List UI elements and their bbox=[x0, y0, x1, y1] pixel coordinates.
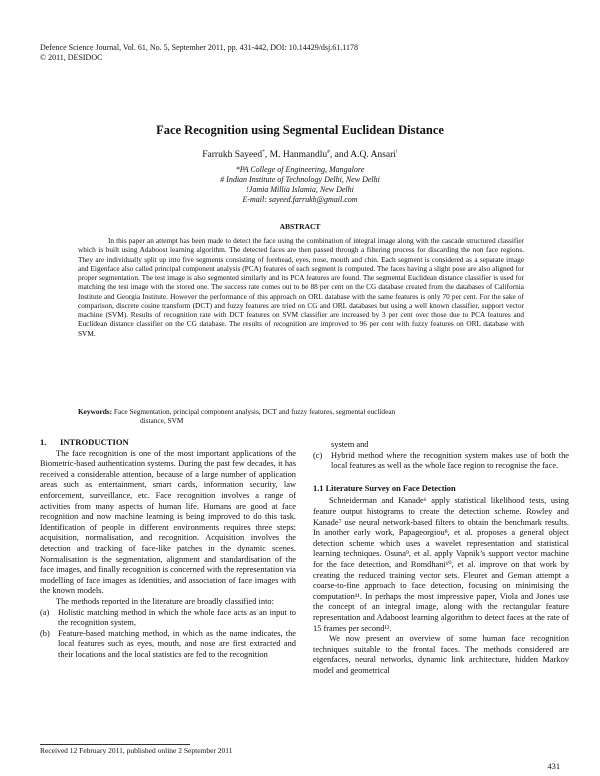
list-item-text: Hybrid method where the recognition system makes use of both the local features as well as the whole face region to recognise the face. bbox=[331, 450, 569, 471]
copyright-line: © 2011, DESIDOC bbox=[40, 53, 103, 62]
list-item-label: (a) bbox=[40, 607, 50, 617]
left-column bbox=[40, 437, 296, 660]
author-2-mark: # bbox=[327, 149, 330, 155]
intro-paragraph-2: The methods reported in the literature are broadly classified into: bbox=[56, 596, 274, 606]
journal-citation: Defence Science Journal, Vol. 61, No. 5, September 2011, pp. 431-442, DOI: 10.14429/dsj.61.1178 bbox=[40, 43, 358, 52]
page-number: 431 bbox=[547, 762, 560, 771]
affiliation-2: # Indian Institute of Technology Delhi, New Delhi bbox=[220, 175, 380, 184]
list-item-label: (b) bbox=[40, 628, 50, 638]
survey-paragraph-1: Schneiderman and Kanade⁶ apply statistical likelihood tests, using feature output histograms to create the detection scheme. Rowley and Kanade⁷ use neural network-based filters to obtain the benchmark results. In another early work, Papageorgiou⁸, et al. proposes a general object detection scheme which uses a wavelet representation and statistical learning techniques. Osuna⁹, et al. apply Vapnik’s support vector machine for the face detection, and Romdhani¹⁰, et al. improve on that work by creating the reduced training vector sets. Fleuret and Geman attempt a coarse-to-fine approach to face detection, focusing on minimising the computation¹¹. In perhaps the most impressive paper, Viola and Jones use the concept of an integral image, along with the rectangular feature representation and Adaboost learning algorithm to detect faces at the rate of 15 frames per second¹². bbox=[313, 496, 569, 633]
list-item bbox=[40, 608, 296, 629]
author-list bbox=[0, 149, 600, 160]
list-item-continuation: system and bbox=[331, 440, 369, 449]
section-number: 1. bbox=[40, 437, 47, 447]
subsection-heading: 1.1 Literature Survey on Face Detection bbox=[313, 483, 456, 493]
journal-header bbox=[40, 43, 358, 63]
keywords bbox=[78, 407, 524, 426]
abstract-text: In this paper an attempt has been made to detect the face using the combination of integral image along with the cascade structured classifier which is built using Adaboost learning algorithm. The detected faces are then passed through a filtering process for discarding the non face regions. They are individually split up into five segments consisting of forehead, eyes, nose, mouth and chin. Each segment is considered as a separate image and Eigenface also called principal component analysis (PCA) features of each segment is computed. The faces having a slight pose are also aligned for proper segmentation. The test image is also segmented similarly and its PCA features are found. The segmental Euclidean distance classifier is used for matching the test image with the stored one. The success rate comes out to be 88 per cent on the CG database created from the databases of California Institute and Georgia Institute. However the performance of this approach on ORL database with the same features is only 70 per cent. For the sake of comparison, discrete cosine transform (DCT) and fuzzy features are tried on CG and ORL databases but using a well known classifier, support vector machine (SVM). Results of recognition rate with DCT features on SVM classifier are increased by 3 per cent over those due to PCA features and Euclidean distance classifier on the CG database. The results of recognition are improved to 96 per cent with fuzzy features on ORL database with SVM. bbox=[78, 236, 524, 338]
author-and: , and bbox=[329, 150, 351, 161]
footer-divider bbox=[40, 744, 190, 745]
list-item-label: (c) bbox=[313, 450, 323, 460]
author-3-mark: ! bbox=[395, 149, 398, 155]
abstract-heading: ABSTRACT bbox=[279, 222, 321, 231]
paper-title: Face Recognition using Segmental Euclidean Distance bbox=[156, 123, 444, 137]
author-separator: , bbox=[264, 150, 270, 161]
author-1: Farrukh Sayeed bbox=[202, 150, 263, 161]
author-2: M. Hanmandlu bbox=[269, 150, 328, 161]
keywords-line-1: Face Segmentation, principal component analysis, DCT and fuzzy features, segmental euclidean bbox=[113, 407, 396, 416]
list-item-text: Feature-based matching method, in which as the name indicates, the local features such as eyes, mouth, and nose are first extracted and their locations and the local statistics are fed to the recognition bbox=[58, 628, 296, 659]
list-item bbox=[313, 451, 569, 472]
received-date: Received 12 February 2011, published online 2 September 2011 bbox=[40, 746, 233, 755]
keywords-line-2: distance, SVM bbox=[140, 416, 184, 426]
affiliation-3: !Jamia Millia Islamia, New Delhi bbox=[246, 185, 354, 194]
keywords-label: Keywords: bbox=[78, 407, 113, 416]
author-1-mark: * bbox=[262, 149, 265, 155]
right-column bbox=[313, 440, 569, 676]
affiliation-1: *PA College of Engineering, Mangalore bbox=[235, 165, 365, 174]
author-3: A.Q. Ansari bbox=[350, 150, 396, 161]
survey-paragraph-2: We now present an overview of some human face recognition techniques suitable to the frontal faces. The methods considered are eigenfaces, neural networks, dynamic link architecture, hidden Markov model and geometrical bbox=[313, 634, 569, 675]
list-item bbox=[40, 629, 296, 661]
contact-email: E-mail: sayeed.farrukh@gmail.com bbox=[242, 195, 358, 204]
intro-paragraph-1: The face recognition is one of the most important applications of the Biometric-based authentication systems. During the past few decades, it has received a considerable attention, because of a large number of application areas such as entertainment, smart cards, information security, law enforcement, surveillance, etc. Face recognition involves a range of activities from many aspects of human life. Humans are good at face recognition and now machine learning is being improved to do this task. Identification of people in different environments requires three steps: acquisition, normalisation, and recognition. Acquisition involves the detection and tracking of face-like patches in the dynamic scenes. Normalisation is the segmentation, alignment and standardisation of the face images, and finally recognition is concerned with the representation via modelling of face images as identities, and association of face images with the known models. bbox=[40, 448, 296, 596]
affiliations bbox=[0, 165, 600, 205]
section-title: INTRODUCTION bbox=[60, 437, 129, 447]
list-item-text: Holistic matching method in which the whole face acts as an input to the recognition system, bbox=[58, 607, 296, 628]
section-heading-introduction bbox=[40, 437, 296, 448]
